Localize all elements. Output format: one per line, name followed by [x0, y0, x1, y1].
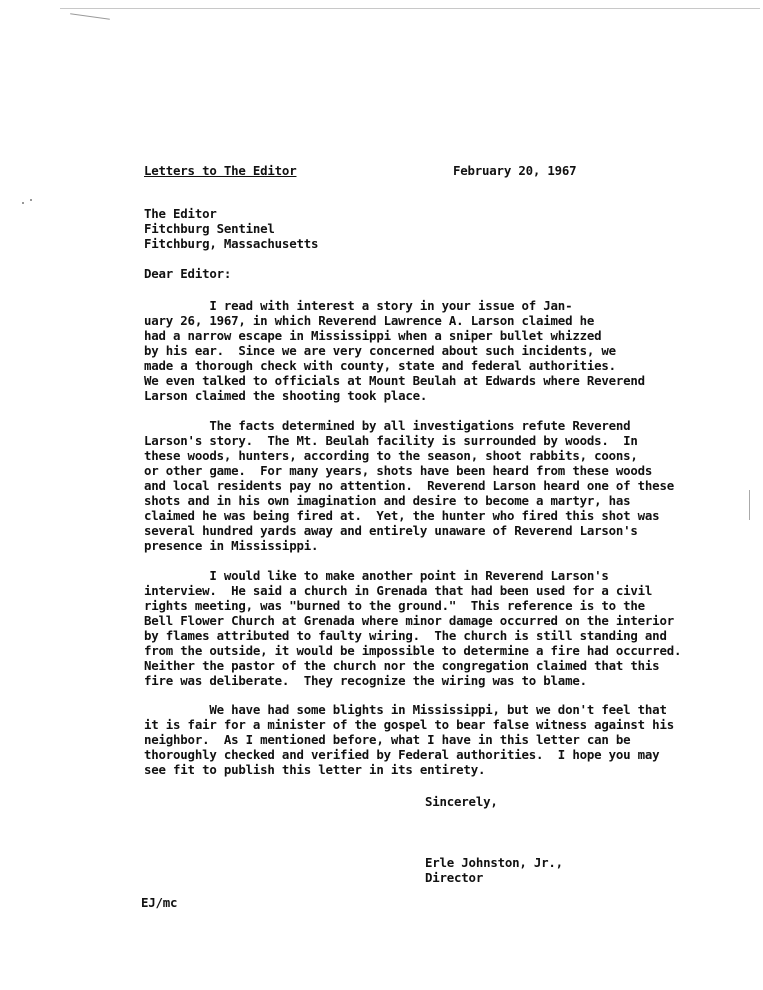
recipient-line: Fitchburg, Massachusetts [144, 236, 319, 251]
typist-initials: EJ/mc [141, 895, 178, 910]
paragraph-line: Larson's story. The Mt. Beulah facility is surrounded by woods. In [144, 433, 638, 448]
paragraph-line: by his ear. Since we are very concerned about such incidents, we [144, 343, 616, 358]
scan-artifact-top [60, 8, 760, 9]
paragraph-line: I would like to make another point in Reverend Larson's [144, 568, 609, 583]
paragraph-line: see fit to publish this letter in its entirety. [144, 762, 486, 777]
closing: Sincerely, [425, 794, 498, 809]
signer-name: Erle Johnston, Jr., [425, 855, 563, 870]
paragraph-line: and local residents pay no attention. Reverend Larson heard one of these [144, 478, 674, 493]
paragraph-line: rights meeting, was "burned to the ground." This reference is to the [144, 598, 645, 613]
paragraph-line: claimed he was being fired at. Yet, the hunter who fired this shot was [144, 508, 660, 523]
scan-speck [30, 199, 32, 201]
paragraph-line: it is fair for a minister of the gospel to bear false witness against his [144, 717, 674, 732]
paragraph-line: The facts determined by all investigations refute Reverend [144, 418, 631, 433]
scan-artifact-corner [70, 13, 110, 20]
paragraph-line: by flames attributed to faulty wiring. The church is still standing and [144, 628, 667, 643]
paragraph-line: several hundred yards away and entirely unaware of Reverend Larson's [144, 523, 638, 538]
paragraph-line: We even talked to officials at Mount Beulah at Edwards where Reverend [144, 373, 645, 388]
paragraph-line: Larson claimed the shooting took place. [144, 388, 428, 403]
paragraph-line: made a thorough check with county, state and federal authorities. [144, 358, 616, 373]
paragraph-line: had a narrow escape in Mississippi when a sniper bullet whizzed [144, 328, 602, 343]
paragraph-line: presence in Mississippi. [144, 538, 319, 553]
paragraph-line: uary 26, 1967, in which Reverend Lawrence A. Larson claimed he [144, 313, 595, 328]
paragraph-line: We have had some blights in Mississippi, but we don't feel that [144, 702, 667, 717]
letter-date: February 20, 1967 [453, 163, 577, 178]
paragraph-line: from the outside, it would be impossible to determine a fire had occurred. [144, 643, 682, 658]
paragraph-line: Neither the pastor of the church nor the congregation claimed that this [144, 658, 660, 673]
paragraph-line: fire was deliberate. They recognize the wiring was to blame. [144, 673, 587, 688]
signer-title: Director [425, 870, 484, 885]
letter-heading: Letters to The Editor [144, 163, 297, 178]
paragraph-line: or other game. For many years, shots have been heard from these woods [144, 463, 653, 478]
paragraph-line: neighbor. As I mentioned before, what I have in this letter can be [144, 732, 631, 747]
paragraph-line: interview. He said a church in Grenada that had been used for a civil [144, 583, 653, 598]
paragraph-line: thoroughly checked and verified by Federal authorities. I hope you may [144, 747, 660, 762]
scan-speck [22, 202, 24, 204]
salutation: Dear Editor: [144, 266, 232, 281]
recipient-line: Fitchburg Sentinel [144, 221, 275, 236]
paragraph-line: I read with interest a story in your issue of Jan- [144, 298, 573, 313]
recipient-line: The Editor [144, 206, 217, 221]
scan-artifact-right [749, 490, 750, 520]
paragraph-line: these woods, hunters, according to the season, shoot rabbits, coons, [144, 448, 638, 463]
paragraph-line: shots and in his own imagination and desire to become a martyr, has [144, 493, 631, 508]
paragraph-line: Bell Flower Church at Grenada where minor damage occurred on the interior [144, 613, 674, 628]
